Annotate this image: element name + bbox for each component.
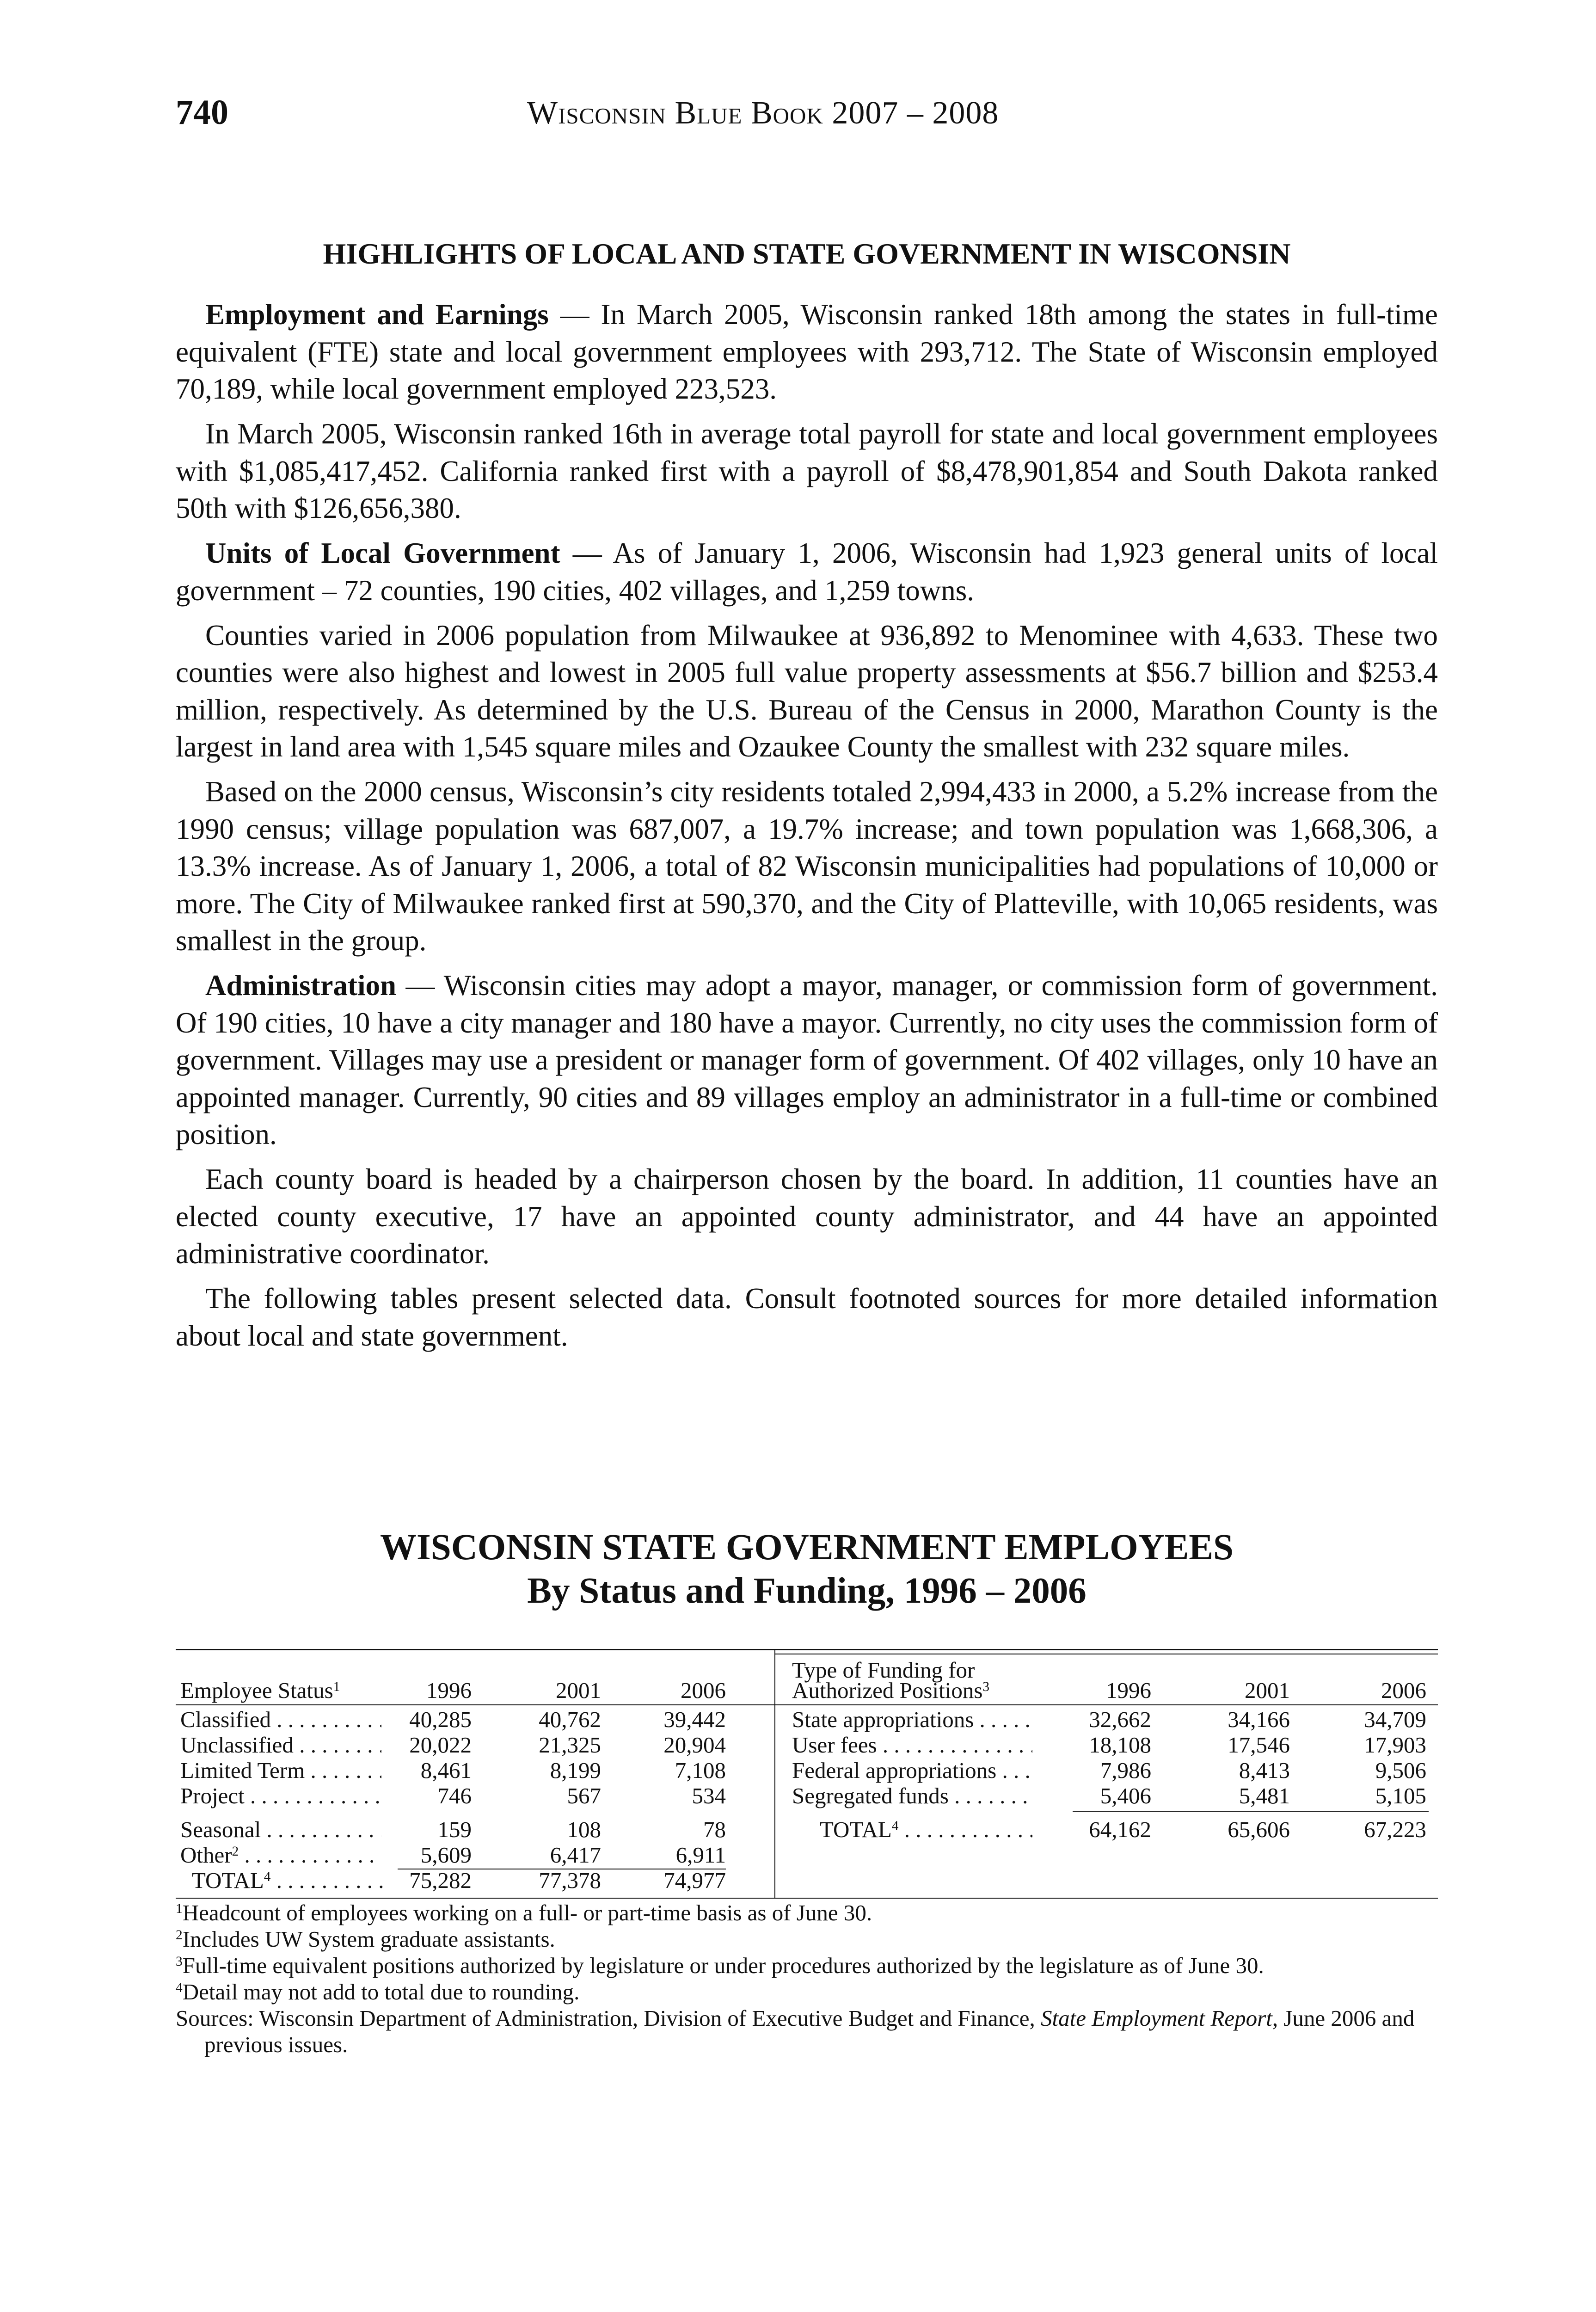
paragraph-employment: [176, 296, 1438, 408]
sources-text: Sources: Wisconsin Department of Administration, Division of Executive Budget and Finance,: [176, 2005, 1041, 2031]
row-label-text: Federal appropriations: [792, 1758, 997, 1783]
left-year-2001: 2001: [556, 1678, 601, 1703]
row-label-text: State appropriations: [792, 1707, 974, 1732]
row-label-text: Other: [180, 1842, 232, 1868]
table-title: WISCONSIN STATE GOVERNMENT EMPLOYEES: [380, 1527, 1234, 1568]
header-text: Employee Status: [180, 1678, 333, 1703]
footnotes: [176, 1900, 1438, 2005]
right-header-line1: Type of Funding for: [792, 1657, 975, 1683]
footnote-text: Includes UW System graduate assistants.: [182, 1926, 555, 1952]
table-cell: 67,223: [1364, 1817, 1426, 1842]
paragraph-administration: [176, 967, 1438, 1153]
table-cell: 18,108: [1089, 1732, 1151, 1758]
footnote-mark: 2: [176, 1928, 183, 1943]
footnote-mark: 4: [176, 1980, 183, 1995]
right-year-1996: 1996: [1106, 1678, 1151, 1703]
running-title: Wisconsin Blue Book 2007 – 2008: [527, 95, 999, 131]
table-cell: 39,442: [663, 1707, 726, 1732]
table-cell: 9,506: [1375, 1758, 1426, 1783]
table-cell: 108: [567, 1817, 601, 1842]
footnote-mark: 3: [982, 1679, 990, 1694]
footnote-mark: 1: [333, 1679, 340, 1694]
run-in-heading: Administration: [205, 969, 397, 1002]
run-in-heading: Units of Local Government: [205, 537, 560, 569]
paragraph-text: — Wisconsin cities may adopt a mayor, manager, or commission form of government. Of 190 cities, 10 have a city manager and 180 have a mayor. Currently, no city uses the commission form of government. Villages may use a president or manager form of government. Of 402 villages, only 10 have an appointed manager. Currently, 90 cities and 89 villages employ an administrator in a full-time or combined position.: [176, 969, 1438, 1150]
left-year-2006: 2006: [681, 1678, 726, 1703]
row-label: [180, 1817, 381, 1843]
left-header-label: [180, 1678, 340, 1703]
table-cell: 5,481: [1239, 1783, 1290, 1808]
left-year-1996: 1996: [426, 1678, 472, 1703]
row-label-text: Unclassified: [180, 1732, 294, 1758]
table-cell: 40,285: [409, 1707, 472, 1732]
footnote: [176, 1952, 1438, 1979]
table-cell: 20,904: [663, 1732, 726, 1758]
table-cell: 34,166: [1228, 1707, 1290, 1732]
row-label-text: TOTAL: [820, 1817, 892, 1842]
table-cell: 6,911: [675, 1842, 726, 1868]
row-label-text: Project: [180, 1783, 245, 1808]
footnote-text: Detail may not add to total due to rounding.: [182, 1979, 580, 2005]
table-cell: 534: [692, 1783, 726, 1808]
table-cell: 7,986: [1100, 1758, 1151, 1783]
table-cell: 7,108: [675, 1758, 726, 1783]
highlights-title: HIGHLIGHTS OF LOCAL AND STATE GOVERNMENT IN WISCONSIN: [323, 237, 1291, 270]
right-total-rule: [1073, 1811, 1429, 1812]
table-cell: 5,609: [420, 1842, 472, 1868]
header-rule: [176, 1704, 1438, 1705]
row-label-text: Seasonal: [180, 1817, 261, 1842]
table-cell: 17,546: [1228, 1732, 1290, 1758]
footnote: [176, 1900, 1438, 1926]
right-header-line2: [792, 1678, 989, 1703]
paragraph-tables-intro: The following tables present selected data. Consult footnoted sources for more detailed information about local and state government.: [176, 1282, 1438, 1352]
paragraph-county-board: Each county board is headed by a chairperson chosen by the board. In addition, 11 counties have an elected county executive, 17 have an appointed county administrator, and 44 have an appointed administrative coordinator.: [176, 1163, 1438, 1270]
row-label-text: User fees: [792, 1732, 877, 1758]
table-cell: 5,105: [1375, 1783, 1426, 1808]
run-in-heading: Employment and Earnings: [205, 298, 549, 331]
table-cell: 8,199: [550, 1758, 601, 1783]
row-label-text: Limited Term: [180, 1758, 305, 1783]
footnote-mark: 4: [891, 1819, 899, 1833]
table-cell: 17,903: [1364, 1732, 1426, 1758]
footnote-mark: 4: [264, 1869, 271, 1884]
row-label: [180, 1707, 381, 1733]
table-cell: 78: [703, 1817, 726, 1842]
table-cell: 74,977: [663, 1868, 726, 1893]
table-cell: 5,406: [1100, 1783, 1151, 1808]
table-cell: 40,762: [539, 1707, 601, 1732]
row-label: [792, 1707, 1032, 1733]
paragraph-text: — As of January 1, 2006, Wisconsin had 1,923 general units of local government – 72 counties, 190 cities, 402 villages, and 1,259 towns.: [176, 537, 1438, 607]
sources-report-title: State Employment Report: [1041, 2005, 1272, 2031]
row-label: [792, 1783, 1032, 1809]
paragraph-text: — In March 2005, Wisconsin ranked 18th among the states in full-time equivalent (FTE) state and local government employees with 293,712. The State of Wisconsin employed 70,189, while local government employed 223,523.: [176, 298, 1438, 405]
footnote-text: Full-time equivalent positions authorized by legislature or under procedures authorized by the legislature as of June 30.: [182, 1953, 1264, 1978]
sources-text: , June 2006 and previous issues.: [204, 2005, 1415, 2057]
footnote-mark: 3: [176, 1954, 183, 1969]
sources-note: [176, 2005, 1438, 2058]
table-cell: 159: [437, 1817, 472, 1842]
footnote: [176, 1979, 1438, 2005]
footnote-mark: 2: [232, 1844, 239, 1859]
table-top-rule: [176, 1649, 1438, 1650]
table-cell: 20,022: [409, 1732, 472, 1758]
right-year-2006: 2006: [1381, 1678, 1426, 1703]
paragraph-census: Based on the 2000 census, Wisconsin’s city residents totaled 2,994,433 in 2000, a 5.2% increase from the 1990 census; village population was 687,007, a 19.7% increase; and town population was 1,668,306, a 13.3% increase. As of January 1, 2006, a total of 82 Wisconsin municipalities had populations of 10,000 or more. The City of Milwaukee ranked first at 590,370, and the City of Platteville, with 10,065 residents, was smallest in the group.: [176, 775, 1438, 957]
table-cell: 77,378: [539, 1868, 601, 1893]
column-divider: [774, 1649, 775, 1899]
table-cell: 8,413: [1239, 1758, 1290, 1783]
row-label-text: Segregated funds: [792, 1783, 949, 1808]
paragraph-units: [176, 535, 1438, 609]
table-cell: 746: [437, 1783, 472, 1808]
row-label: [180, 1758, 381, 1783]
highlights-body: [176, 296, 1438, 1362]
table-title-block: [176, 1526, 1438, 1613]
right-year-2001: 2001: [1245, 1678, 1290, 1703]
table-notes: [176, 1900, 1438, 2058]
table-cell: 32,662: [1089, 1707, 1151, 1732]
row-label: [180, 1783, 381, 1809]
row-label: [180, 1868, 391, 1894]
table-bottom-rule: [176, 1898, 1438, 1899]
paragraph-counties: Counties varied in 2006 population from Milwaukee at 936,892 to Menominee with 4,633. These two counties were also highest and lowest in 2005 full value property assessments at $56.7 billion and $253.4 million, respectively. As determined by the U.S. Bureau of the Census in 2000, Marathon County is the largest in land area with 1,545 square miles and Ozaukee County the smallest with 232 square miles.: [176, 619, 1438, 763]
row-label: [792, 1758, 1032, 1783]
table-cell: 21,325: [539, 1732, 601, 1758]
row-label-text: Classified: [180, 1707, 271, 1732]
table-cell: 75,282: [409, 1868, 472, 1893]
footnote-mark: 1: [176, 1901, 183, 1916]
table-cell: 6,417: [550, 1842, 601, 1868]
table-cell: 64,162: [1089, 1817, 1151, 1842]
row-label: [820, 1817, 1032, 1843]
row-label: [180, 1732, 381, 1758]
footnote: [176, 1926, 1438, 1952]
row-label-text: TOTAL: [192, 1868, 264, 1893]
footnote-text: Headcount of employees working on a full- or part-time basis as of June 30.: [182, 1900, 872, 1925]
header-text: Authorized Positions: [792, 1678, 983, 1703]
table-subtitle: By Status and Funding, 1996 – 2006: [527, 1571, 1087, 1611]
employees-table: [176, 1649, 1438, 1901]
row-label: [180, 1842, 381, 1868]
table-cell: 65,606: [1228, 1817, 1290, 1842]
paragraph-payroll: In March 2005, Wisconsin ranked 16th in average total payroll for state and local government employees with $1,085,417,452. California ranked first with a payroll of $8,478,901,854 and South Dakota ranked 50th with $126,656,380.: [176, 418, 1438, 524]
table-cell: 8,461: [420, 1758, 472, 1783]
table-cell: 567: [567, 1783, 601, 1808]
table-cell: 34,709: [1364, 1707, 1426, 1732]
row-label: [792, 1732, 1032, 1758]
page-number: 740: [176, 93, 228, 132]
